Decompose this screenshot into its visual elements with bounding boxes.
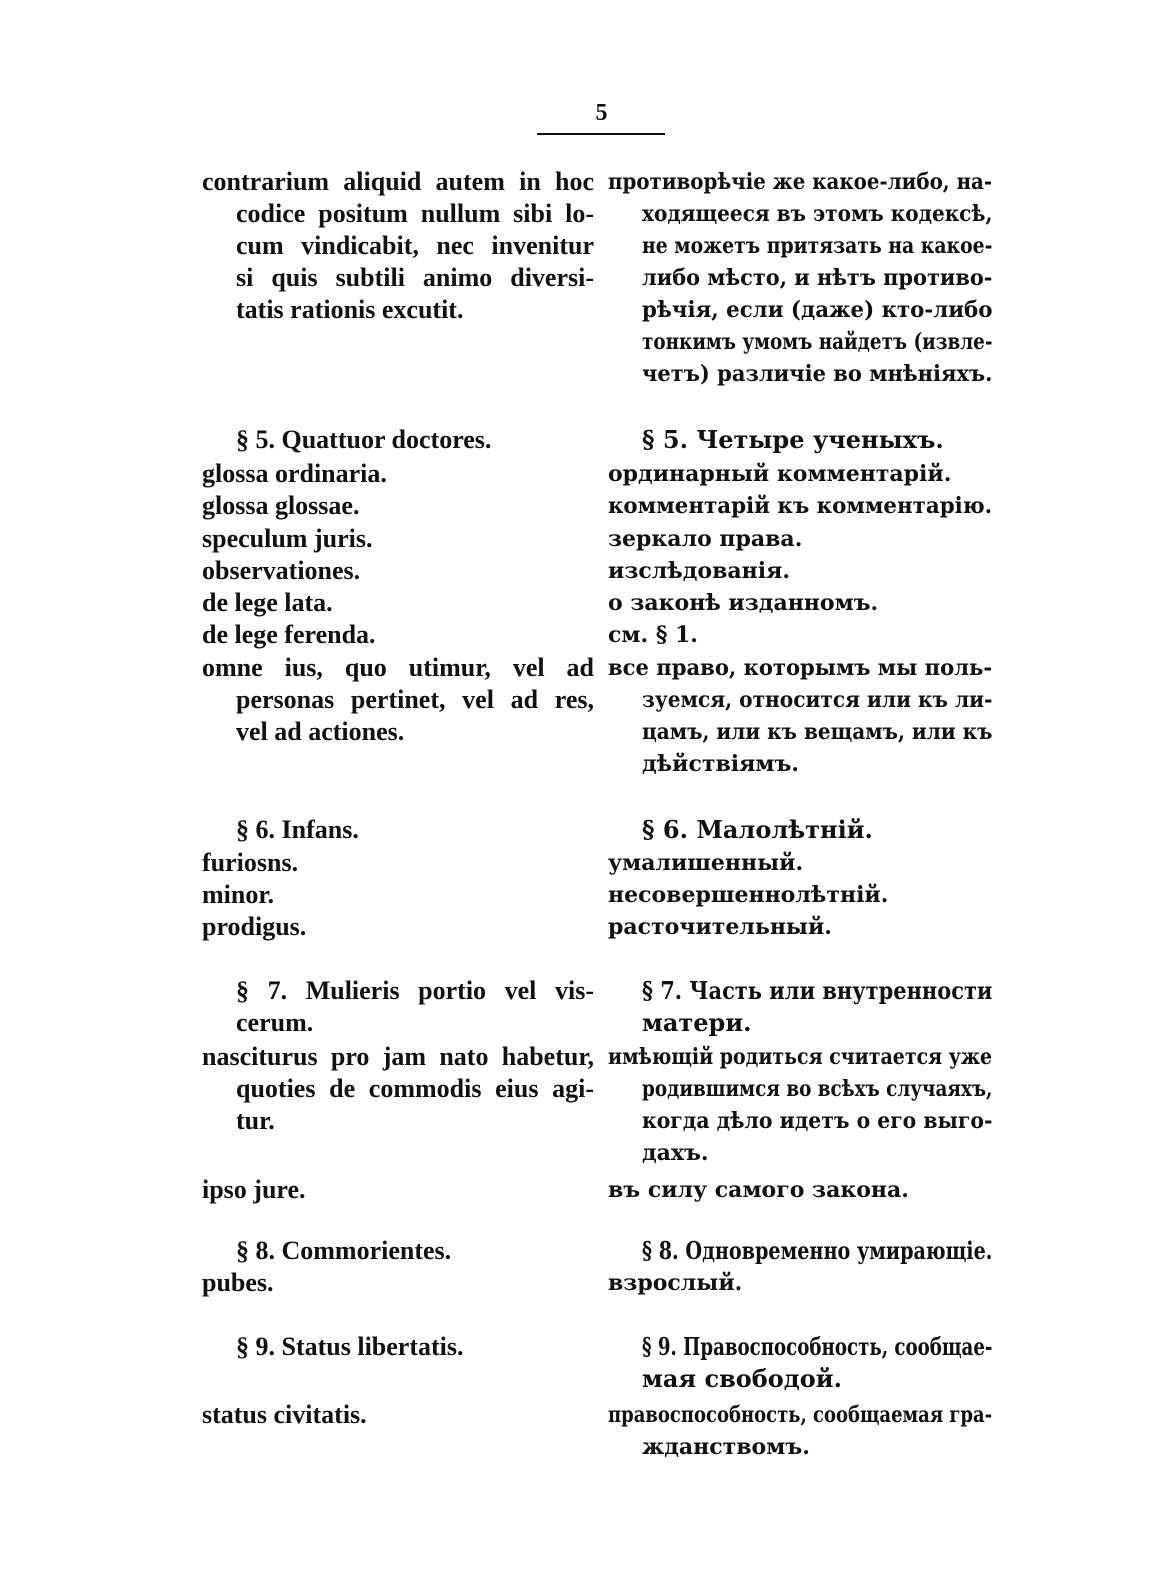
text-line-content: мая свободой. <box>642 1364 842 1393</box>
text-line <box>608 555 996 587</box>
text-line-content: status civitatis. <box>202 1400 367 1429</box>
text-line <box>608 652 996 684</box>
text-line-content: observationes. <box>202 556 361 585</box>
text-line <box>202 230 594 262</box>
text-line <box>202 619 594 651</box>
entry-latin <box>202 619 594 651</box>
text-line-content: si quis subtili animo diversi- <box>236 263 594 292</box>
text-line-content: противорѣчіе же какое-либо, на- <box>608 169 993 195</box>
section-heading-latin <box>202 1235 594 1267</box>
text-line-content: cerum. <box>236 1008 314 1037</box>
entry-russian <box>608 911 996 943</box>
entry-russian <box>608 847 996 879</box>
text-line-content: codice positum nullum sibi lo- <box>236 199 594 228</box>
text-line-content: § 7. Часть или внутренности <box>642 976 993 1005</box>
text-line-content: зуемся, относится или къ ли- <box>642 687 993 713</box>
text-line-content: въ силу самого закона. <box>608 1177 909 1203</box>
section-heading-russian <box>608 424 996 456</box>
text-line-content: цамъ, или къ вещамъ, или къ <box>642 719 993 745</box>
text-line-content: все право, которымъ мы поль- <box>608 655 993 681</box>
text-line <box>202 1235 594 1267</box>
text-line-content: родившимся во всѣхъ случаяхъ, <box>642 1076 993 1102</box>
text-line <box>608 1431 996 1463</box>
text-line <box>202 198 594 230</box>
text-line <box>202 587 594 619</box>
text-line <box>202 458 594 490</box>
entry-latin <box>202 1174 594 1206</box>
text-line-content: contrarium aliquid autem in hoc <box>202 167 594 196</box>
text-line <box>202 1267 594 1299</box>
text-line-content: рѣчія, если (даже) кто-либо <box>642 297 993 323</box>
text-line <box>202 294 594 326</box>
entry-latin <box>202 166 594 326</box>
text-line <box>608 1399 996 1431</box>
text-line-content: не можетъ притязать на какое- <box>642 233 993 259</box>
text-line-content: либо мѣсто, и нѣтъ противо- <box>642 265 993 291</box>
text-line <box>608 684 996 716</box>
text-line <box>608 1331 996 1363</box>
entry-russian <box>608 652 996 780</box>
text-line-content: расточительный. <box>608 914 832 940</box>
text-line <box>608 1174 996 1206</box>
text-line-content: de lege lata. <box>202 588 333 617</box>
text-line <box>608 458 996 490</box>
text-line-content: pubes. <box>202 1268 274 1297</box>
entry-russian <box>608 490 996 522</box>
entry-latin <box>202 1267 594 1299</box>
text-line-content: § 5. Четыре ученыхъ. <box>642 425 944 454</box>
text-line <box>608 198 996 230</box>
text-line <box>608 847 996 879</box>
text-line-content: жданствомъ. <box>642 1434 810 1460</box>
section-heading-russian <box>608 814 996 846</box>
entry-latin <box>202 458 594 490</box>
text-line-content: vel ad actiones. <box>236 717 405 746</box>
section-heading-latin <box>202 1331 594 1363</box>
text-line <box>202 684 594 716</box>
text-line <box>202 490 594 522</box>
text-line <box>608 1267 996 1299</box>
entry-russian <box>608 1267 996 1299</box>
entry-latin <box>202 555 594 587</box>
text-line <box>608 911 996 943</box>
text-line-content: матери. <box>642 1008 752 1037</box>
text-line-content: изслѣдованія. <box>608 558 790 584</box>
text-line-content: ординарный комментарій. <box>608 461 952 487</box>
text-line-content: omne ius, quo utimur, vel ad <box>202 653 594 682</box>
text-line-content: tur. <box>236 1106 275 1135</box>
entry-latin <box>202 490 594 522</box>
text-line-content: personas pertinet, vel ad res, <box>236 685 594 714</box>
text-line <box>608 1363 996 1395</box>
entry-russian <box>608 523 996 555</box>
text-line <box>608 1007 996 1039</box>
text-line-content: glossa ordinaria. <box>202 459 387 488</box>
section-heading-latin <box>202 814 594 846</box>
text-line <box>202 1041 594 1073</box>
text-line <box>608 490 996 522</box>
text-line <box>608 748 996 780</box>
text-line <box>608 975 996 1007</box>
text-line-content: четъ) различіе во мнѣніяхъ. <box>642 361 993 387</box>
text-line <box>202 847 594 879</box>
text-line-content: имѣющій родиться считается уже <box>608 1044 993 1070</box>
text-line-content: умалишенный. <box>608 850 804 876</box>
text-line-content: зеркало права. <box>608 526 803 552</box>
text-line-content: glossa glossae. <box>202 491 360 520</box>
text-line <box>608 879 996 911</box>
text-line-content: § 8. Commorientes. <box>236 1236 452 1265</box>
text-line <box>608 587 996 619</box>
text-line-content: дахъ. <box>642 1140 709 1166</box>
entry-latin <box>202 587 594 619</box>
entry-latin <box>202 1399 594 1431</box>
text-line-content: § 9. Правоспособность, сообщае- <box>642 1332 993 1361</box>
text-line-content: когда дѣло идетъ о его выго- <box>642 1108 993 1134</box>
text-line <box>608 230 996 262</box>
text-line-content: cum vindicabit, nec invenitur <box>236 231 594 260</box>
entry-russian <box>608 1399 996 1463</box>
text-line <box>608 1105 996 1137</box>
text-line-content: tatis rationis excutit. <box>236 295 464 324</box>
text-line <box>202 555 594 587</box>
text-line <box>202 814 594 846</box>
text-line-content: тонкимъ умомъ найдетъ (извле- <box>642 329 993 355</box>
entry-latin <box>202 847 594 879</box>
section-heading-russian <box>608 975 996 1039</box>
text-line <box>608 326 996 358</box>
text-line <box>202 716 594 748</box>
text-line-content: ipso jure. <box>202 1175 306 1204</box>
text-line <box>202 166 594 198</box>
text-line-content: furiosns. <box>202 848 299 877</box>
text-line <box>608 424 996 456</box>
text-line <box>608 358 996 390</box>
text-line-content: quoties de commodis eius agi- <box>236 1074 594 1103</box>
text-line <box>202 424 594 456</box>
text-line <box>202 879 594 911</box>
text-line-content: § 5. Quattuor doctores. <box>236 425 492 454</box>
entry-russian <box>608 619 996 651</box>
text-line <box>202 1007 594 1039</box>
entry-russian <box>608 587 996 619</box>
entry-latin <box>202 1041 594 1137</box>
text-line <box>202 1399 594 1431</box>
entry-latin <box>202 523 594 555</box>
text-line <box>608 166 996 198</box>
entry-russian <box>608 1041 996 1169</box>
text-line-content: § 8. Одновременно умирающіе. <box>642 1236 993 1265</box>
page-number: 5 <box>595 100 608 126</box>
text-line-content: несовершеннолѣтній. <box>608 882 889 908</box>
text-line <box>202 911 594 943</box>
section-heading-latin <box>202 975 594 1039</box>
text-line <box>202 523 594 555</box>
text-line-content: § 6. Infans. <box>236 815 359 844</box>
text-line <box>608 619 996 651</box>
text-line-content: nasciturus pro jam nato habetur, <box>202 1042 594 1071</box>
entry-latin <box>202 879 594 911</box>
section-heading-latin <box>202 424 594 456</box>
text-line <box>202 1331 594 1363</box>
entry-russian <box>608 458 996 490</box>
text-line-content: speculum juris. <box>202 524 373 553</box>
text-line-content: дѣйствіямъ. <box>642 751 800 777</box>
text-line <box>608 814 996 846</box>
text-line-content: § 6. Малолѣтній. <box>642 815 873 844</box>
text-line <box>608 294 996 326</box>
entry-russian <box>608 1174 996 1206</box>
text-line <box>608 262 996 294</box>
text-line <box>202 1073 594 1105</box>
text-line-content: правоспособность, сообщаемая гра- <box>608 1402 993 1428</box>
text-line <box>202 1174 594 1206</box>
entry-russian <box>608 879 996 911</box>
text-line-content: minor. <box>202 880 274 909</box>
text-line <box>202 262 594 294</box>
text-line <box>608 1235 996 1267</box>
text-line <box>608 1041 996 1073</box>
text-line-content: § 7. Mulieris portio vel vis- <box>236 976 594 1005</box>
text-line-content: prodigus. <box>202 912 307 941</box>
text-line-content: комментарій къ комментарію. <box>608 493 993 519</box>
text-line <box>608 1137 996 1169</box>
entry-latin <box>202 911 594 943</box>
entry-latin <box>202 652 594 748</box>
text-line <box>608 1073 996 1105</box>
entry-russian <box>608 166 996 390</box>
text-line-content: о законѣ изданномъ. <box>608 590 879 616</box>
section-heading-russian <box>608 1331 996 1395</box>
text-line-content: см. § 1. <box>608 622 698 648</box>
text-line-content: § 9. Status libertatis. <box>236 1332 464 1361</box>
text-line-content: взрослый. <box>608 1270 743 1296</box>
header-rule <box>537 133 665 135</box>
text-line-content: ходящееся въ этомъ кодексѣ, <box>642 201 993 227</box>
text-line <box>608 523 996 555</box>
text-line <box>608 716 996 748</box>
entry-russian <box>608 555 996 587</box>
text-line <box>202 652 594 684</box>
text-line <box>202 1105 594 1137</box>
section-heading-russian <box>608 1235 996 1267</box>
text-line <box>202 975 594 1007</box>
text-line-content: de lege ferenda. <box>202 620 376 649</box>
